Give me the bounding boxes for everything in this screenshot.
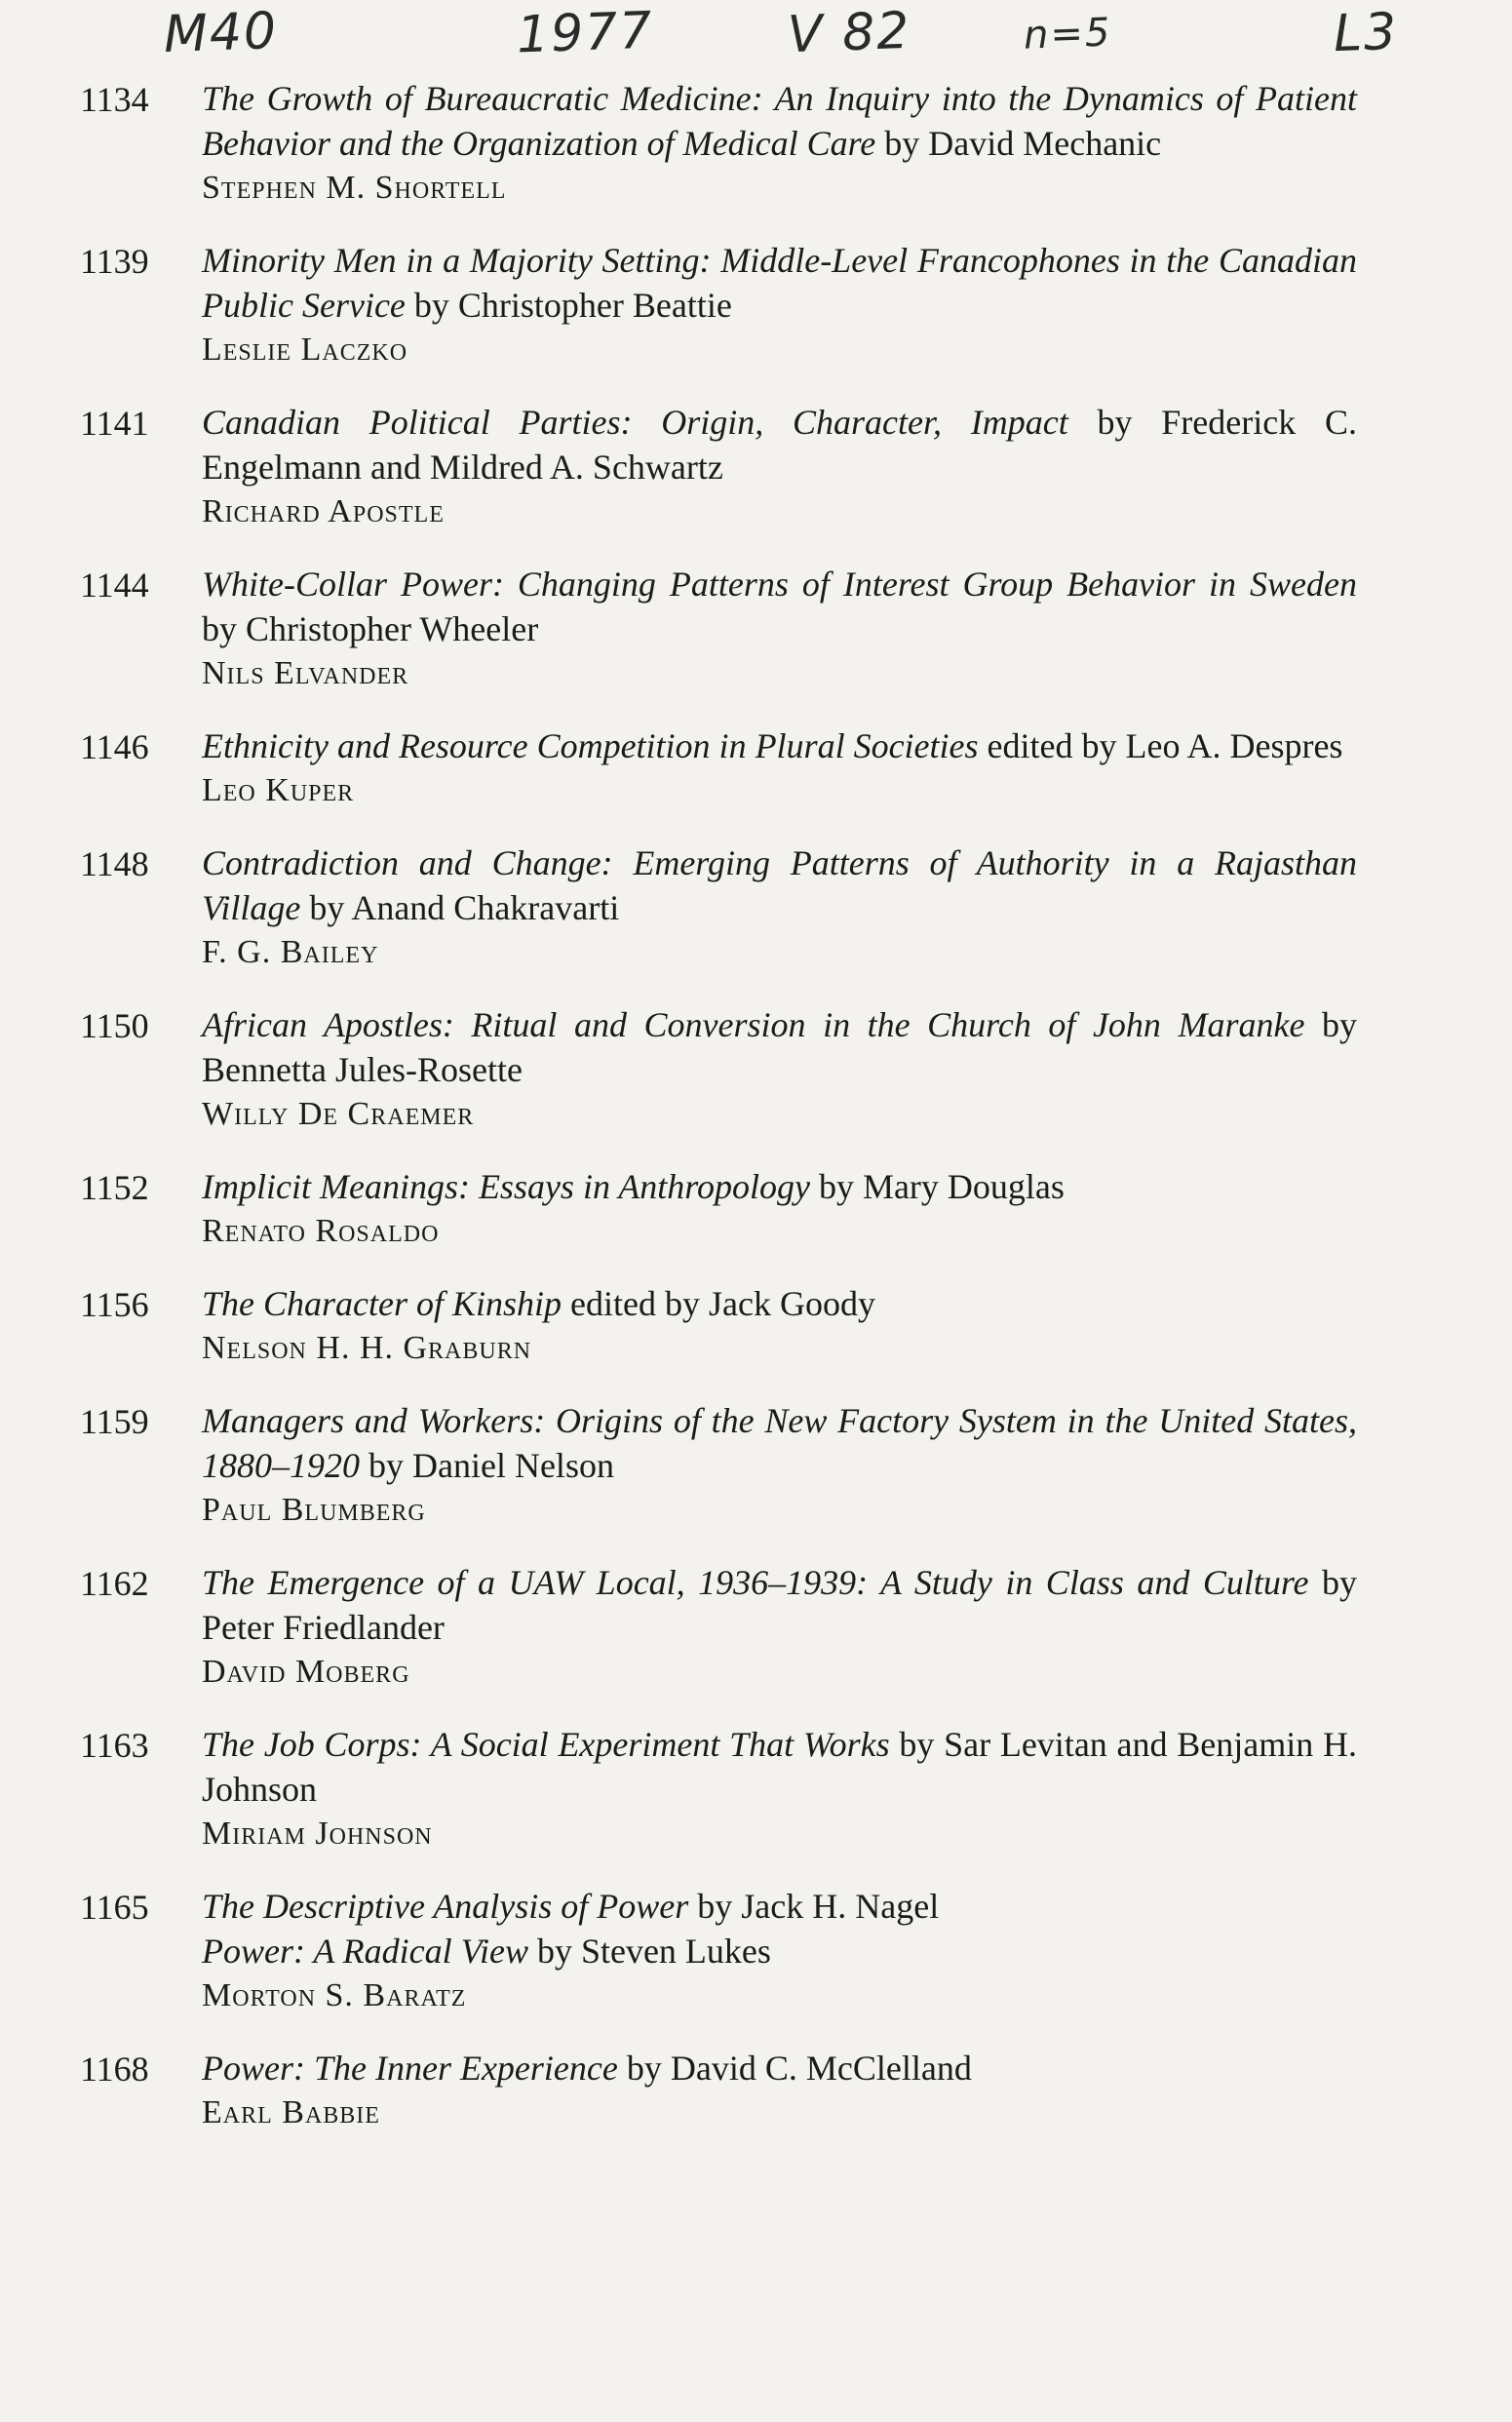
page-number: 1159 xyxy=(80,1402,149,1441)
reviewer-name: Morton S. Baratz xyxy=(202,1977,467,2013)
page-number: 1144 xyxy=(80,566,149,605)
review-entry xyxy=(80,1164,1357,1254)
page-number: 1156 xyxy=(80,1285,149,1324)
book-title: The Growth of Bureaucratic Medicine: An Inquiry into the Dynamics of Patient Behavior and the Organization of Medical Care xyxy=(202,79,1357,163)
review-entry xyxy=(80,562,1357,696)
entry-body xyxy=(202,562,1357,696)
book-title: Canadian Political Parties: Origin, Character, Impact xyxy=(202,403,1068,442)
reviewer-name: Earl Babbie xyxy=(202,2094,380,2130)
book-title: The Job Corps: A Social Experiment That Works xyxy=(202,1725,890,1764)
book-title: Power: A Radical View xyxy=(202,1932,528,1971)
page-number: 1168 xyxy=(80,2050,149,2089)
book-byline: by Daniel Nelson xyxy=(360,1446,614,1485)
book-citation xyxy=(202,1398,1357,1488)
book-title: African Apostles: Ritual and Conversion in the Church of John Maranke xyxy=(202,1005,1305,1044)
entry-body xyxy=(202,2046,1357,2135)
review-entry xyxy=(80,840,1357,975)
reviewer-name: Leo Kuper xyxy=(202,772,355,808)
page-number: 1141 xyxy=(80,404,149,443)
entry-body xyxy=(202,76,1357,211)
entry-body xyxy=(202,1281,1357,1371)
page-number: 1162 xyxy=(80,1564,149,1603)
book-title: The Character of Kinship xyxy=(202,1284,562,1323)
book-title: Contradiction and Change: Emerging Patterns of Authority in a Rajasthan Village xyxy=(202,843,1357,927)
review-entry xyxy=(80,1002,1357,1137)
entry-body xyxy=(202,723,1357,813)
handwritten-note: M40 xyxy=(162,1,280,65)
reviewer-name: Richard Apostle xyxy=(202,493,445,529)
book-byline: by Anand Chakravarti xyxy=(300,888,620,927)
handwritten-note: n=5 xyxy=(1023,10,1113,59)
book-citation xyxy=(202,1281,1357,1326)
handwritten-note: V 82 xyxy=(786,1,912,65)
book-citation xyxy=(202,1884,1357,1929)
book-citation xyxy=(202,76,1357,166)
book-citation xyxy=(202,1929,1357,1973)
reviewer-name: F. G. Bailey xyxy=(202,934,379,970)
book-title: White-Collar Power: Changing Patterns of Interest Group Behavior in Sweden xyxy=(202,565,1357,604)
entry-body xyxy=(202,1884,1357,2018)
reviewer-name: Miriam Johnson xyxy=(202,1816,433,1852)
book-citation xyxy=(202,1002,1357,1092)
book-byline: edited by Jack Goody xyxy=(562,1284,875,1323)
review-entry xyxy=(80,723,1357,813)
handwritten-note: 1977 xyxy=(515,1,655,65)
book-title: The Emergence of a UAW Local, 1936–1939: A Study in Class and Culture xyxy=(202,1563,1309,1602)
entry-body xyxy=(202,400,1357,534)
page-number: 1139 xyxy=(80,242,149,281)
book-title: Minority Men in a Majority Setting: Middle-Level Francophones in the Canadian Public Service xyxy=(202,241,1357,325)
book-byline: by David C. McClelland xyxy=(617,2049,972,2088)
book-citation xyxy=(202,1164,1357,1209)
book-byline: by David Mechanic xyxy=(875,124,1162,163)
book-byline: by Frederick C. Engelmann and Mildred A. Schwartz xyxy=(202,403,1357,487)
book-citation xyxy=(202,723,1357,768)
book-citation xyxy=(202,562,1357,651)
book-title: Implicit Meanings: Essays in Anthropology xyxy=(202,1167,810,1206)
page-number: 1146 xyxy=(80,727,149,766)
reviewer-name: Willy De Craemer xyxy=(202,1096,475,1132)
page-number: 1150 xyxy=(80,1006,149,1045)
reviewer-name: Nelson H. H. Graburn xyxy=(202,1330,532,1366)
book-title: Power: The Inner Experience xyxy=(202,2049,618,2088)
book-byline: edited by Leo A. Despres xyxy=(978,726,1343,765)
book-citation xyxy=(202,400,1357,489)
book-byline: by Christopher Wheeler xyxy=(202,609,539,648)
reviewer-name: David Moberg xyxy=(202,1654,410,1690)
book-title: Ethnicity and Resource Competition in Plural Societies xyxy=(202,726,979,765)
review-list xyxy=(80,76,1357,2163)
book-citation xyxy=(202,1560,1357,1650)
reviewer-name: Leslie Laczko xyxy=(202,332,408,368)
reviewer-name: Stephen M. Shortell xyxy=(202,170,507,206)
entry-body xyxy=(202,840,1357,975)
entry-body xyxy=(202,1560,1357,1695)
book-citation xyxy=(202,840,1357,930)
review-entry xyxy=(80,1884,1357,2018)
book-byline: by Bennetta Jules-Rosette xyxy=(202,1005,1357,1089)
review-entry xyxy=(80,2046,1357,2135)
review-entry xyxy=(80,238,1357,372)
book-byline: by Mary Douglas xyxy=(809,1167,1065,1206)
book-byline: by Steven Lukes xyxy=(527,1932,771,1971)
review-entry xyxy=(80,1398,1357,1533)
entry-body xyxy=(202,238,1357,372)
page-number: 1165 xyxy=(80,1888,149,1927)
book-byline: by Peter Friedlander xyxy=(202,1563,1357,1647)
book-citation xyxy=(202,238,1357,328)
book-title: The Descriptive Analysis of Power xyxy=(202,1887,689,1926)
page-number: 1152 xyxy=(80,1168,149,1207)
book-title: Managers and Workers: Origins of the New Factory System in the United States, 1880–1920 xyxy=(202,1401,1357,1485)
entry-body xyxy=(202,1002,1357,1137)
book-byline: by Jack H. Nagel xyxy=(688,1887,940,1926)
page-number: 1148 xyxy=(80,844,149,883)
book-citation xyxy=(202,2046,1357,2090)
reviewer-name: Paul Blumberg xyxy=(202,1492,426,1528)
entry-body xyxy=(202,1164,1357,1254)
review-entry xyxy=(80,76,1357,211)
page-number: 1134 xyxy=(80,80,149,119)
page-number: 1163 xyxy=(80,1726,149,1765)
reviewer-name: Nils Elvander xyxy=(202,655,409,691)
review-entry xyxy=(80,1722,1357,1856)
handwritten-header xyxy=(0,0,1512,78)
entry-body xyxy=(202,1722,1357,1856)
entry-body xyxy=(202,1398,1357,1533)
book-citation xyxy=(202,1722,1357,1812)
review-entry xyxy=(80,1560,1357,1695)
review-entry xyxy=(80,400,1357,534)
review-entry xyxy=(80,1281,1357,1371)
book-byline: by Christopher Beattie xyxy=(405,286,732,325)
reviewer-name: Renato Rosaldo xyxy=(202,1213,440,1249)
handwritten-note: L3 xyxy=(1332,2,1400,64)
book-byline: by Sar Levitan and Benjamin H. Johnson xyxy=(202,1725,1358,1809)
